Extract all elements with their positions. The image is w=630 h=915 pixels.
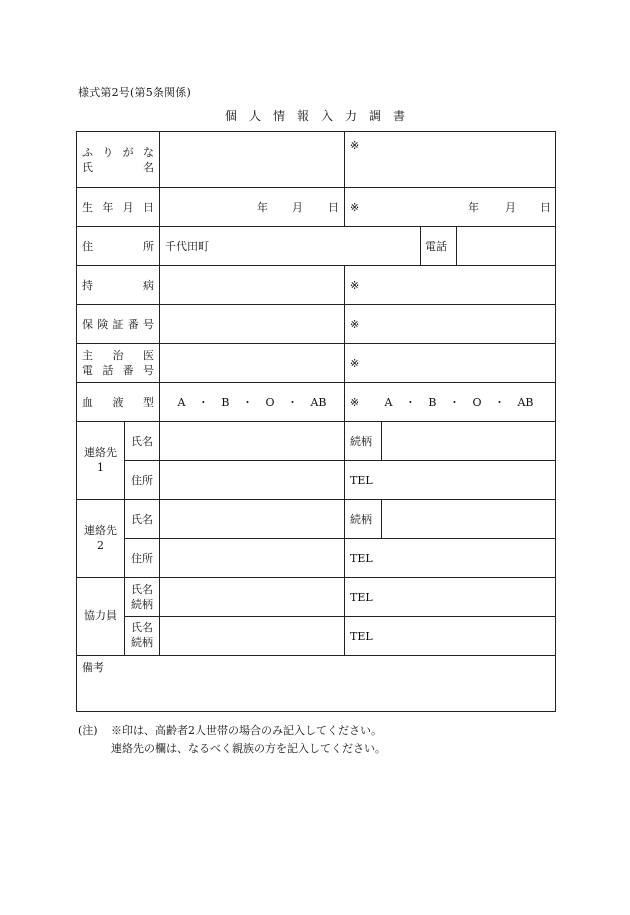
label-char: な xyxy=(142,146,154,159)
contact2-address-field[interactable] xyxy=(160,539,344,577)
doctor-phone-label xyxy=(82,365,154,376)
label-char: ふ xyxy=(82,146,93,159)
birth-label xyxy=(82,202,154,213)
blood-options[interactable]: A ・ B ・ O ・ AB xyxy=(177,396,327,409)
doctor-field[interactable] xyxy=(160,344,344,382)
label-char: 持 xyxy=(82,279,93,292)
contact1-relation-field[interactable] xyxy=(382,422,555,460)
label-char: 医 xyxy=(143,349,154,362)
illness-extra-mark: ※ xyxy=(350,279,360,292)
contact1-relation-label: 続柄 xyxy=(350,435,372,448)
label-char: 氏 xyxy=(82,161,93,174)
name-extra-field[interactable] xyxy=(345,132,555,187)
contact2-relation-label: 続柄 xyxy=(350,513,372,526)
doctor-extra-mark: ※ xyxy=(350,357,360,370)
helper2-tel-label: TEL xyxy=(350,630,373,643)
label-char: 液 xyxy=(112,396,124,409)
contact2-relation-field[interactable] xyxy=(382,500,555,538)
birth-extra-year: 年 xyxy=(468,201,479,214)
birth-extra-month: 月 xyxy=(505,201,516,214)
label-char: 険 xyxy=(97,318,109,331)
illness-field[interactable] xyxy=(160,266,344,304)
helper-label: 協力員 xyxy=(84,609,117,622)
label-char: 号 xyxy=(142,364,154,377)
contact1-name-label: 氏名 xyxy=(131,435,153,448)
phone-field[interactable] xyxy=(457,227,555,265)
label-char: 血 xyxy=(82,396,93,409)
birth-day: 日 xyxy=(328,201,339,214)
label-char: 号 xyxy=(143,318,154,331)
contact2-tel-label: TEL xyxy=(350,552,373,565)
birth-year: 年 xyxy=(257,201,268,214)
label-char: 治 xyxy=(112,349,124,362)
form-title: 個人情報入力調書 xyxy=(224,109,417,123)
notes-line-2: 連絡先の欄は、なるべく親族の方を記入してください。 xyxy=(111,742,386,755)
contact2-number: 2 xyxy=(97,539,104,552)
label-char: り xyxy=(102,146,114,159)
phone-label: 電話 xyxy=(425,240,447,253)
illness-label xyxy=(82,280,154,291)
helper1-name-label: 氏名 xyxy=(131,583,153,596)
form-code: 様式第2号(第5条関係) xyxy=(78,86,191,99)
furigana-label xyxy=(82,147,154,158)
label-char: 話 xyxy=(102,364,114,377)
insurance-extra-mark: ※ xyxy=(350,318,360,331)
label-char: 住 xyxy=(82,240,93,253)
remarks-label: 備考 xyxy=(82,661,104,674)
label-char: 番 xyxy=(127,318,139,331)
name-field[interactable] xyxy=(160,132,344,187)
remarks-field[interactable] xyxy=(77,656,555,711)
label-char: 病 xyxy=(143,279,154,292)
birth-month: 月 xyxy=(292,201,303,214)
label-char: 生 xyxy=(82,201,93,214)
contact2-address-label: 住所 xyxy=(131,552,153,565)
grid-line xyxy=(420,226,421,266)
grid-line xyxy=(344,265,345,655)
label-char: 主 xyxy=(82,349,93,362)
label-char: 型 xyxy=(143,396,154,409)
contact1-address-field[interactable] xyxy=(160,461,344,499)
blood-label xyxy=(82,397,154,408)
helper1-relation-label: 続柄 xyxy=(131,598,153,611)
contact2-label: 連絡先 xyxy=(84,524,117,537)
helper2-name-label: 氏名 xyxy=(131,621,153,634)
helper1-field[interactable] xyxy=(160,578,344,616)
blood-extra-options[interactable]: A ・ B ・ O ・ AB xyxy=(384,396,534,409)
birth-extra-mark: ※ xyxy=(350,201,360,214)
notes-prefix: (注) xyxy=(78,724,98,737)
label-char: が xyxy=(122,146,134,159)
contact1-label: 連絡先 xyxy=(84,446,117,459)
label-char: 証 xyxy=(112,318,124,331)
birth-field[interactable] xyxy=(160,188,344,226)
birth-extra-day: 日 xyxy=(540,201,551,214)
name-label xyxy=(82,162,154,173)
insurance-label xyxy=(82,319,154,330)
blood-extra-mark: ※ xyxy=(350,396,360,409)
contact2-name-label: 氏名 xyxy=(131,513,153,526)
label-char: 月 xyxy=(122,201,134,214)
contact1-address-label: 住所 xyxy=(131,474,153,487)
label-char: 名 xyxy=(143,161,154,174)
label-char: 日 xyxy=(142,201,154,214)
helper2-relation-label: 続柄 xyxy=(131,636,153,649)
label-char: 番 xyxy=(122,364,134,377)
grid-line xyxy=(76,382,556,383)
doctor-label xyxy=(82,350,154,361)
label-char: 年 xyxy=(102,201,114,214)
helper2-field[interactable] xyxy=(160,617,344,655)
notes-line-1: ※印は、高齢者2人世帯の場合のみ記入してください。 xyxy=(111,724,382,737)
grid-line xyxy=(124,421,125,655)
insurance-field[interactable] xyxy=(160,305,344,343)
contact1-tel-label: TEL xyxy=(350,474,373,487)
label-char: 所 xyxy=(143,240,154,253)
contact1-number: 1 xyxy=(97,461,104,474)
label-char: 電 xyxy=(82,364,93,377)
helper1-tel-label: TEL xyxy=(350,591,373,604)
address-label xyxy=(82,241,154,252)
contact2-name-field[interactable] xyxy=(160,500,344,538)
name-extra-mark: ※ xyxy=(350,139,360,152)
address-value[interactable]: 千代田町 xyxy=(165,240,209,253)
label-char: 保 xyxy=(82,318,93,331)
contact1-name-field[interactable] xyxy=(160,422,344,460)
